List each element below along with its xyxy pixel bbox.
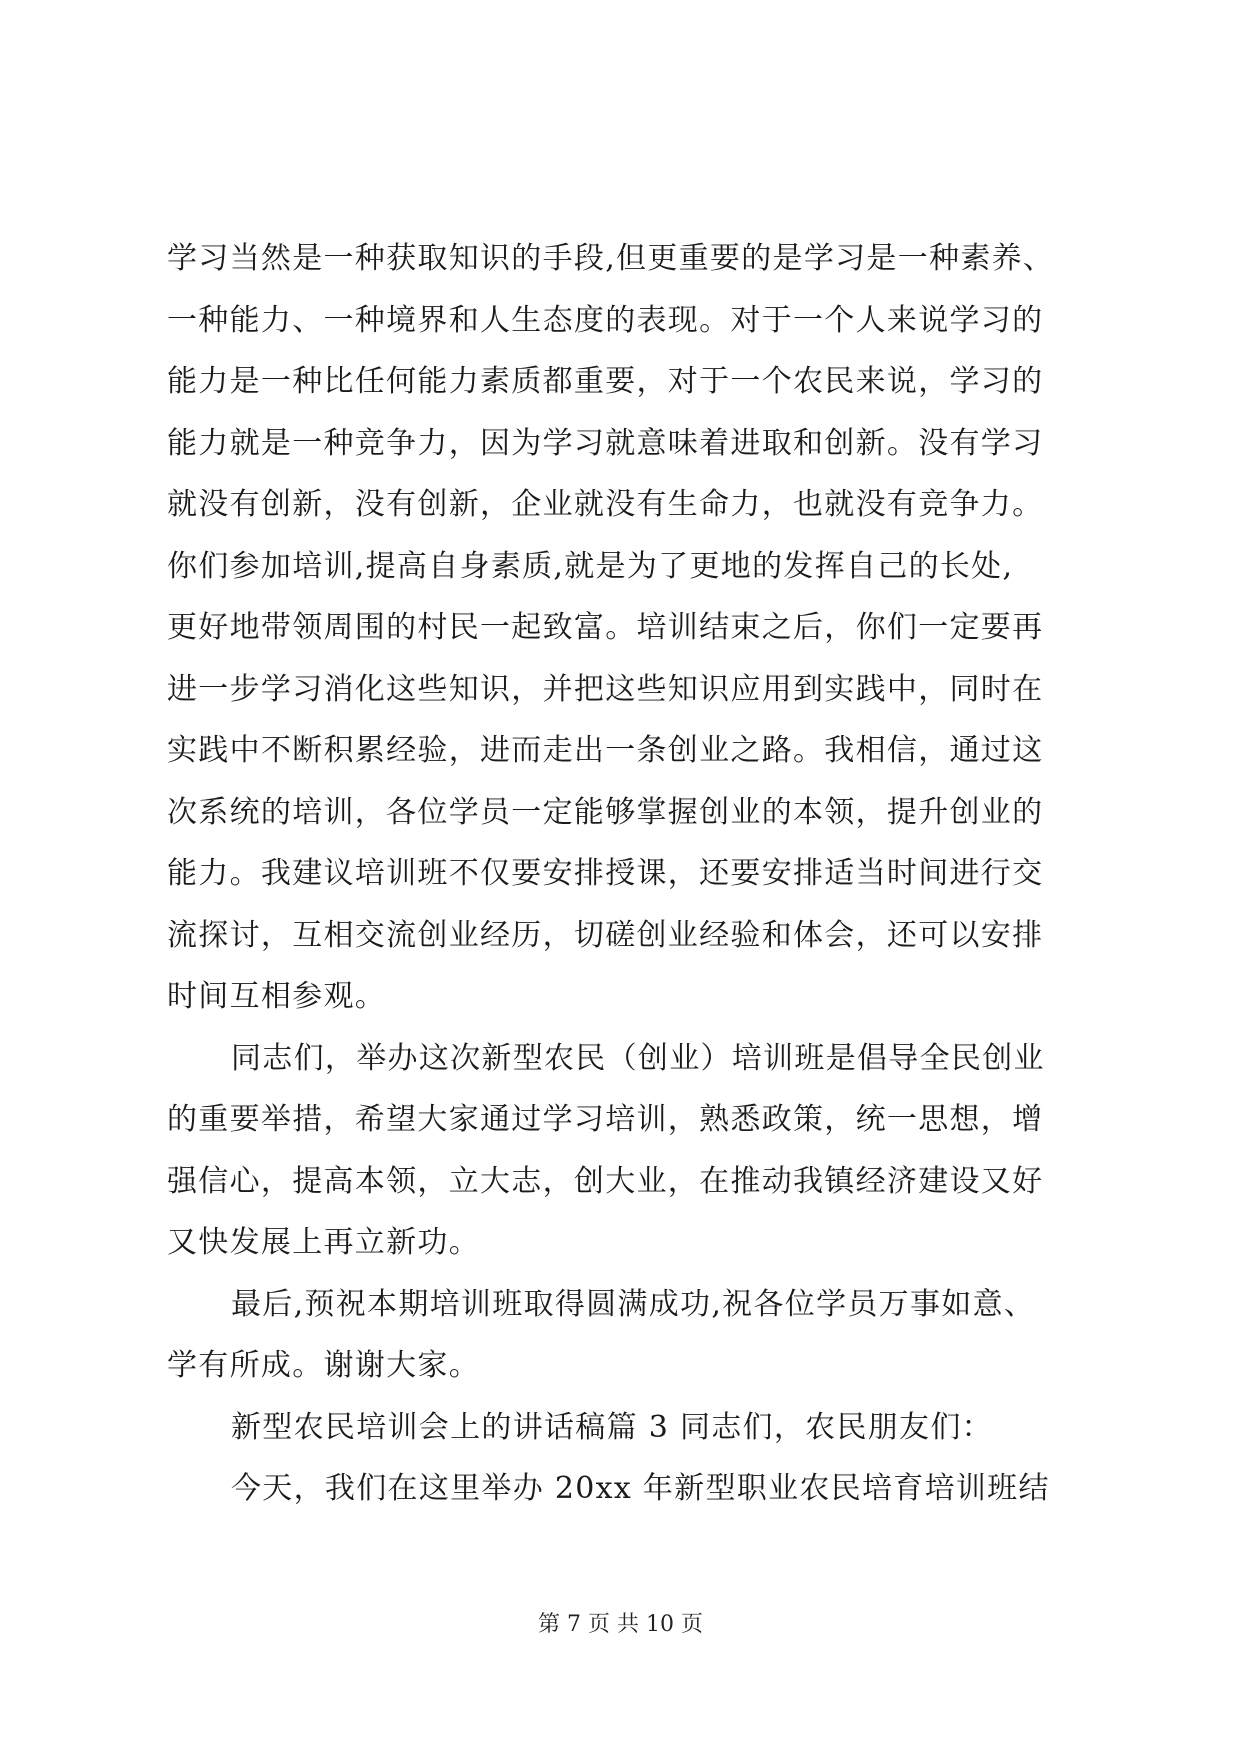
text-line: 新型农民培训会上的讲话稿篇 3 同志们，农民朋友们： [231, 1409, 993, 1445]
text-line: 能力是一种比任何能力素质都重要，对于一个农民来说，学习的 [167, 364, 1044, 399]
page-number: 第 7 页 共 10 页 [538, 1612, 703, 1637]
body-text [167, 228, 1097, 1520]
text-line: 流探讨，互相交流创业经历，切磋创业经验和体会，还可以安排 [167, 917, 1044, 953]
text-line: 学有所成。谢谢大家。 [167, 1348, 480, 1383]
text-line: 的重要举措，希望大家通过学习培训，熟悉政策，统一思想，增 [167, 1102, 1044, 1137]
page-footer [0, 1610, 1241, 1640]
text-line: 能力就是一种竞争力，因为学习就意味着进取和创新。没有学习 [167, 425, 1044, 461]
text-line: 最后,预祝本期培训班取得圆满成功,祝各位学员万事如意、 [231, 1286, 1036, 1322]
text-line: 学习当然是一种获取知识的手段,但更重要的是学习是一种素养、 [167, 241, 1055, 276]
text-line: 能力。我建议培训班不仅要安排授课，还要安排适当时间进行交 [167, 856, 1044, 891]
text-line: 时间互相参观。 [167, 979, 387, 1014]
text-line: 实践中不断积累经验，进而走出一条创业之路。我相信，通过这 [167, 733, 1044, 768]
text-line: 强信心，提高本领，立大志，创大业，在推动我镇经济建设又好 [167, 1163, 1044, 1199]
text-line: 同志们，举办这次新型农民（创业）培训班是倡导全民创业 [231, 1040, 1045, 1076]
text-line: 你们参加培训,提高自身素质,就是为了更地的发挥自己的长处, [167, 548, 1014, 584]
text-line: 今天，我们在这里举办 20xx 年新型职业农民培育培训班结 [231, 1471, 1050, 1506]
text-line: 又快发展上再立新功。 [167, 1225, 480, 1260]
text-line: 更好地带领周围的村民一起致富。培训结束之后，你们一定要再 [167, 610, 1044, 645]
text-line: 就没有创新，没有创新，企业就没有生命力，也就没有竞争力。 [167, 487, 1044, 522]
text-line: 一种能力、一种境界和人生态度的表现。对于一个人来说学习的 [167, 302, 1044, 338]
text-line: 次系统的培训，各位学员一定能够掌握创业的本领，提升创业的 [167, 794, 1044, 830]
text-line: 进一步学习消化这些知识，并把这些知识应用到实践中，同时在 [167, 671, 1044, 707]
